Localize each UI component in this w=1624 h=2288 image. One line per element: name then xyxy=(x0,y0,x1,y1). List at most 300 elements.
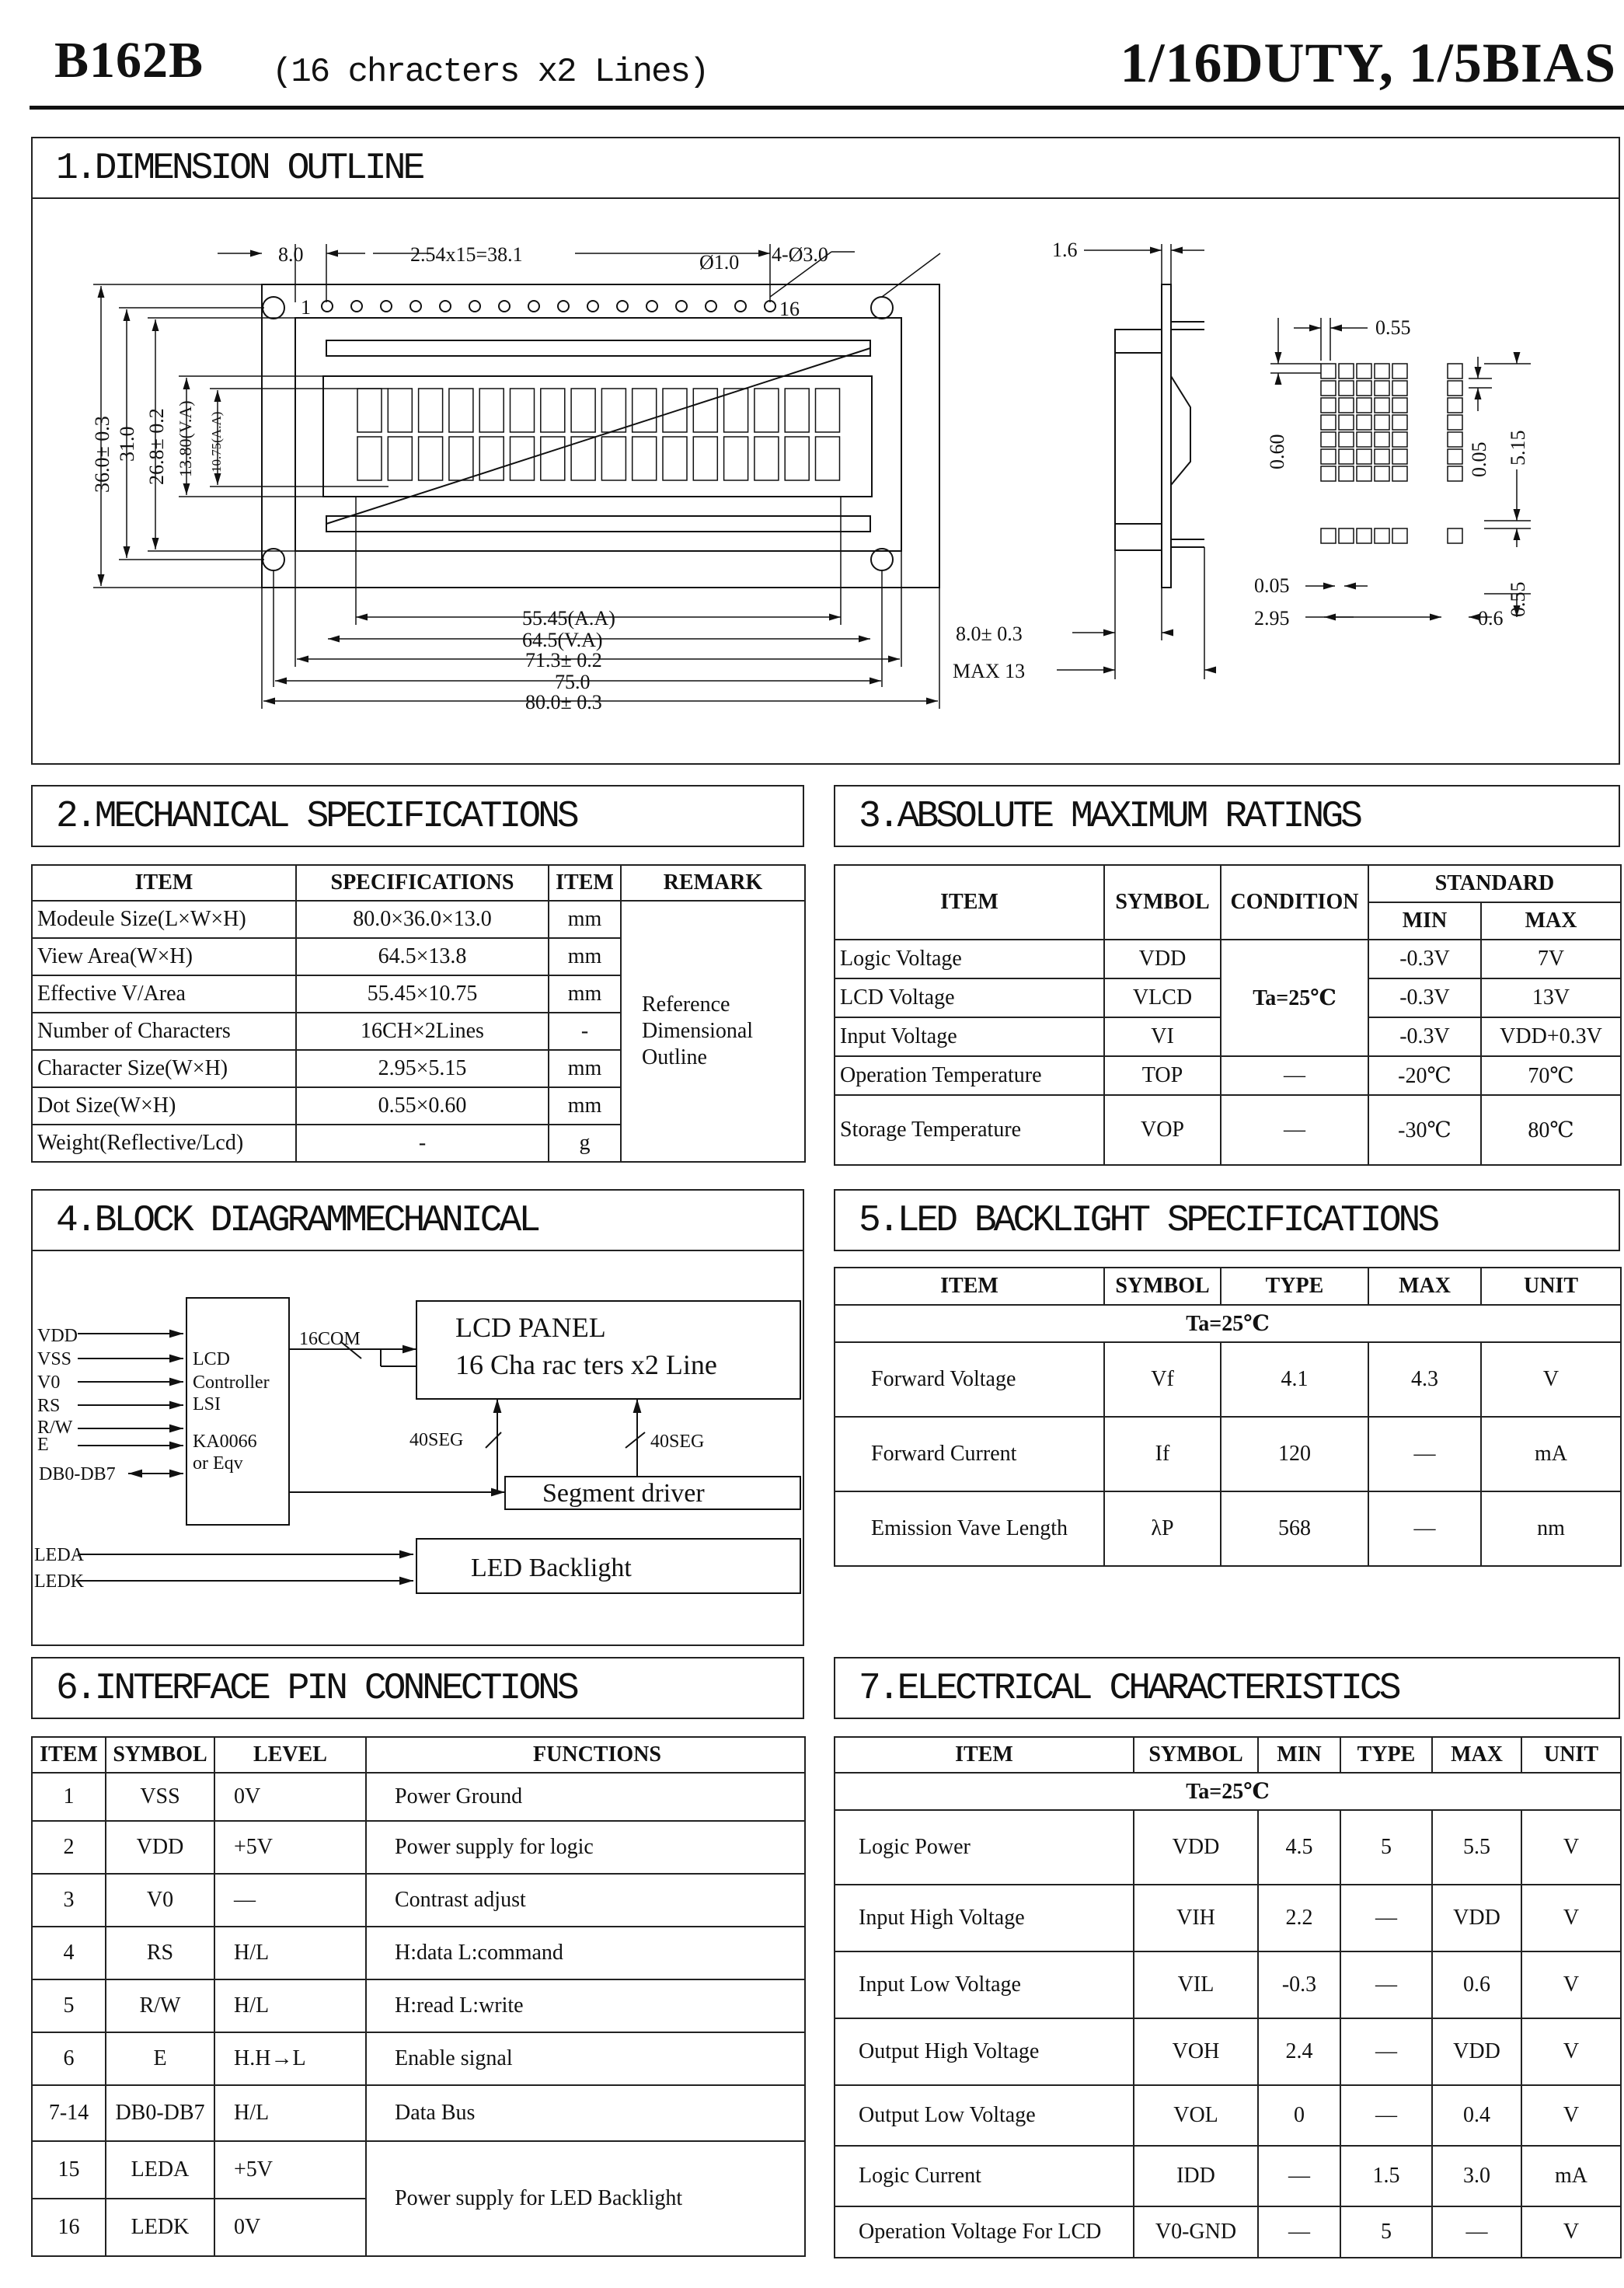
matrix-dot xyxy=(1339,466,1354,481)
table-row xyxy=(32,1979,805,2032)
char-cell xyxy=(419,437,443,480)
char-cell xyxy=(633,389,657,432)
matrix-dot xyxy=(1321,528,1336,543)
el-type: 5 xyxy=(1340,1810,1432,1885)
matrix-dot xyxy=(1339,415,1354,430)
el-unit: mA xyxy=(1521,2146,1621,2206)
dim-side-8: 8.0± 0.3 xyxy=(956,623,1023,645)
el-item: Operation Voltage For LCD xyxy=(835,2206,1134,2258)
mech-unit: mm xyxy=(549,1050,621,1087)
char-cell xyxy=(816,437,840,480)
matrix-dot xyxy=(1448,449,1462,464)
char-cell xyxy=(633,437,657,480)
mech-item: Modeule Size(L×W×H) xyxy=(32,901,296,938)
section-title-interface: 6.INTERFACE PIN CONNECTIONS xyxy=(31,1657,804,1719)
abs-symbol: VDD xyxy=(1104,940,1221,978)
dim-75: 75.0 xyxy=(555,671,591,693)
if-level: H.H→L xyxy=(214,2032,366,2085)
dot-005b: 0.05 xyxy=(1254,574,1290,597)
dim-h268: 26.8± 0.2 xyxy=(145,408,168,485)
matrix-dot xyxy=(1392,528,1407,543)
matrix-dot xyxy=(1392,381,1407,396)
char-cell xyxy=(541,389,565,432)
el-item: Input High Voltage xyxy=(835,1885,1134,1951)
matrix-dot xyxy=(1321,432,1336,447)
led-table xyxy=(834,1267,1622,1567)
model-subtitle: (16 chracters x2 Lines) xyxy=(272,53,709,92)
table-row xyxy=(835,1885,1621,1951)
if-function-led: Power supply for LED Backlight xyxy=(366,2141,805,2256)
if-item: 4 xyxy=(32,1927,106,1979)
el-max: 0.4 xyxy=(1432,2085,1521,2146)
el-max: 5.5 xyxy=(1432,1810,1521,1885)
el-min: 2.4 xyxy=(1258,2018,1340,2085)
led-condition: Ta=25℃ xyxy=(835,1305,1621,1342)
table-row xyxy=(835,2085,1621,2146)
abs-item: LCD Voltage xyxy=(835,978,1104,1017)
section-title-dimension: 1.DIMENSION OUTLINE xyxy=(31,137,1620,199)
char-cell xyxy=(754,437,779,480)
input-rw: R/W xyxy=(37,1418,73,1438)
matrix-dot xyxy=(1357,432,1371,447)
el-min: 2.2 xyxy=(1258,1885,1340,1951)
led-unit: nm xyxy=(1481,1491,1621,1566)
mount-hole-br xyxy=(871,549,893,570)
abs-header-symbol: SYMBOL xyxy=(1104,865,1221,940)
section-title-electrical: 7.ELECTRICAL CHARACTERISTICS xyxy=(834,1657,1620,1719)
input-v0: V0 xyxy=(37,1372,61,1393)
dot-055: 0.55 xyxy=(1375,316,1411,339)
char-cell xyxy=(388,437,412,480)
char-cell xyxy=(511,389,535,432)
el-max: 0.6 xyxy=(1432,1951,1521,2018)
mech-header-spec: SPECIFICATIONS xyxy=(296,865,549,901)
el-type: 5 xyxy=(1340,2206,1432,2258)
input-db: DB0-DB7 xyxy=(39,1464,116,1484)
mech-item: Weight(Reflective/Lcd) xyxy=(32,1125,296,1162)
el-type: — xyxy=(1340,2018,1432,2085)
char-cell xyxy=(357,389,382,432)
mech-unit: mm xyxy=(549,938,621,975)
mechanical-table xyxy=(31,864,806,1163)
matrix-dot xyxy=(1448,415,1462,430)
abs-header-max: MAX xyxy=(1481,902,1621,940)
dim-aa-width: 55.45(A.A) xyxy=(522,607,615,630)
matrix-dot xyxy=(1357,398,1371,413)
lcd-panel-title: LCD PANEL xyxy=(455,1312,606,1343)
dim-va-width: 64.5(V.A) xyxy=(522,629,603,651)
matrix-dot xyxy=(1375,449,1389,464)
if-item: 15 xyxy=(32,2141,106,2199)
matrix-dot xyxy=(1321,449,1336,464)
char-cell xyxy=(357,437,382,480)
if-level: H/L xyxy=(214,1927,366,1979)
abs-min: -0.3V xyxy=(1368,978,1481,1017)
abs-symbol: VOP xyxy=(1104,1095,1221,1165)
char-cell xyxy=(541,437,565,480)
table-row xyxy=(32,1773,805,1821)
led-max: 4.3 xyxy=(1368,1342,1481,1417)
mech-spec: 0.55×0.60 xyxy=(296,1087,549,1125)
el-condition: Ta=25℃ xyxy=(835,1773,1621,1810)
diagonal xyxy=(326,348,870,524)
table-row xyxy=(32,1874,805,1927)
if-function: Data Bus xyxy=(366,2085,805,2141)
led-unit: mA xyxy=(1481,1417,1621,1491)
mech-item: Dot Size(W×H) xyxy=(32,1087,296,1125)
abs-condition: — xyxy=(1221,1095,1368,1165)
table-row xyxy=(835,1491,1621,1566)
matrix-dot xyxy=(1357,381,1371,396)
mech-spec: - xyxy=(296,1125,549,1162)
led-type: 4.1 xyxy=(1221,1342,1368,1417)
if-level: H/L xyxy=(214,2085,366,2141)
led-header-symbol: SYMBOL xyxy=(1104,1268,1221,1305)
matrix-dot xyxy=(1357,415,1371,430)
dot-matrix-detail xyxy=(1321,364,1462,543)
matrix-dot xyxy=(1339,432,1354,447)
mount-hole-tr xyxy=(871,297,893,319)
section-title-led: 5.LED BACKLIGHT SPECIFICATIONS xyxy=(834,1189,1620,1251)
mech-header-unit: ITEM xyxy=(549,865,621,901)
controller-line-5: or Eqv xyxy=(193,1453,243,1474)
controller-line-2: Controller xyxy=(193,1372,270,1393)
table-row xyxy=(835,1342,1621,1417)
if-symbol: RS xyxy=(106,1927,214,1979)
el-header-unit: UNIT xyxy=(1521,1737,1621,1773)
el-symbol: VIH xyxy=(1134,1885,1258,1951)
electrical-table xyxy=(834,1736,1622,2258)
matrix-dot xyxy=(1448,398,1462,413)
matrix-dot xyxy=(1448,364,1462,378)
mech-item: Number of Characters xyxy=(32,1013,296,1050)
mount-hole-tl xyxy=(263,297,284,319)
char-cell xyxy=(663,437,687,480)
led-item: Forward Current xyxy=(835,1417,1104,1491)
mech-unit: mm xyxy=(549,901,621,938)
table-row xyxy=(835,940,1621,978)
abs-min: -30℃ xyxy=(1368,1095,1481,1165)
abs-min: -20℃ xyxy=(1368,1056,1481,1095)
mech-header-remark: REMARK xyxy=(621,865,805,901)
dot-295: 2.95 xyxy=(1254,607,1290,630)
table-row xyxy=(32,2032,805,2085)
el-type: — xyxy=(1340,2085,1432,2146)
matrix-dot xyxy=(1375,432,1389,447)
dim-side-max: MAX 13 xyxy=(953,660,1026,682)
matrix-dot xyxy=(1448,466,1462,481)
char-cell xyxy=(601,437,626,480)
if-symbol: LEDA xyxy=(106,2141,214,2199)
matrix-dot xyxy=(1321,398,1336,413)
char-cell xyxy=(449,437,473,480)
matrix-dot xyxy=(1375,466,1389,481)
dot-005a: 0.05 xyxy=(1468,441,1490,477)
if-level: 0V xyxy=(214,2199,366,2256)
led-symbol: If xyxy=(1104,1417,1221,1491)
el-symbol: IDD xyxy=(1134,2146,1258,2206)
led-item: Forward Voltage xyxy=(835,1342,1104,1417)
table-row xyxy=(835,1095,1621,1165)
dot-06: 0.6 xyxy=(1478,607,1504,630)
matrix-dot xyxy=(1392,432,1407,447)
mech-spec: 2.95×5.15 xyxy=(296,1050,549,1087)
matrix-dot xyxy=(1392,449,1407,464)
if-item: 2 xyxy=(32,1821,106,1874)
com-label: 16COM xyxy=(299,1329,361,1349)
if-level: — xyxy=(214,1874,366,1927)
el-header-min: MIN xyxy=(1258,1737,1340,1773)
char-cell xyxy=(419,389,443,432)
dim-8: 8.0 xyxy=(278,243,304,266)
abs-max: VDD+0.3V xyxy=(1481,1017,1621,1056)
bezel-bottom xyxy=(326,516,870,532)
interface-table xyxy=(31,1736,806,2257)
section-title-mechanical: 2.MECHANICAL SPECIFICATIONS xyxy=(31,785,804,847)
matrix-dot xyxy=(1357,528,1371,543)
el-unit: V xyxy=(1521,2206,1621,2258)
el-item: Output High Voltage xyxy=(835,2018,1134,2085)
matrix-dot xyxy=(1375,398,1389,413)
matrix-dot xyxy=(1375,528,1389,543)
table-row xyxy=(32,901,805,938)
el-unit: V xyxy=(1521,1885,1621,1951)
abs-item: Logic Voltage xyxy=(835,940,1104,978)
char-cell xyxy=(601,389,626,432)
dim-h36: 36.0± 0.3 xyxy=(91,416,113,493)
matrix-dot xyxy=(1321,364,1336,378)
char-cell xyxy=(816,389,840,432)
matrix-dot xyxy=(1375,364,1389,378)
leda-label: LEDA xyxy=(34,1545,84,1565)
el-min: — xyxy=(1258,2206,1340,2258)
mech-unit: g xyxy=(549,1125,621,1162)
dim-side-16: 1.6 xyxy=(1052,239,1078,261)
char-cell xyxy=(693,389,717,432)
table-row xyxy=(32,2085,805,2141)
matrix-dot xyxy=(1392,398,1407,413)
mech-item: Effective V/Area xyxy=(32,975,296,1013)
table-row xyxy=(32,1927,805,1979)
el-type: — xyxy=(1340,1951,1432,2018)
char-cell xyxy=(479,389,504,432)
if-level: +5V xyxy=(214,1821,366,1874)
mech-spec: 64.5×13.8 xyxy=(296,938,549,975)
el-symbol: V0-GND xyxy=(1134,2206,1258,2258)
led-header-type: TYPE xyxy=(1221,1268,1368,1305)
mech-header-item: ITEM xyxy=(32,865,296,901)
el-max: VDD xyxy=(1432,2018,1521,2085)
el-header-type: TYPE xyxy=(1340,1737,1432,1773)
table-row xyxy=(835,1810,1621,1885)
matrix-dot xyxy=(1321,381,1336,396)
if-header-symbol: SYMBOL xyxy=(106,1737,214,1773)
if-item: 16 xyxy=(32,2199,106,2256)
char-cell xyxy=(693,437,717,480)
abs-symbol: TOP xyxy=(1104,1056,1221,1095)
led-item: Emission Vave Length xyxy=(835,1491,1104,1566)
abs-max: 7V xyxy=(1481,940,1621,978)
matrix-dot xyxy=(1448,432,1462,447)
abs-max: 80℃ xyxy=(1481,1095,1621,1165)
if-level: 0V xyxy=(214,1773,366,1821)
matrix-dot xyxy=(1392,466,1407,481)
lcd-panel-sub: 16 Cha rac ters x2 Line xyxy=(455,1349,717,1380)
table-row xyxy=(32,2141,805,2199)
matrix-dot xyxy=(1339,381,1354,396)
table-row xyxy=(835,1056,1621,1095)
led-backlight-label: LED Backlight xyxy=(471,1554,632,1582)
char-cell xyxy=(785,389,809,432)
if-level: H/L xyxy=(214,1979,366,2032)
dot-515: 5.15 xyxy=(1507,430,1529,466)
mount-hole-bl xyxy=(263,549,284,570)
dim-h-va: 13.80(V.A) xyxy=(176,400,195,477)
seg-left-label: 40SEG xyxy=(409,1430,464,1450)
dim-hole-mount: 4-Ø3.0 xyxy=(772,243,828,266)
char-cell xyxy=(571,389,595,432)
abs-item: Operation Temperature xyxy=(835,1056,1104,1095)
mech-spec: 55.45×10.75 xyxy=(296,975,549,1013)
matrix-dot xyxy=(1448,381,1462,396)
table-row xyxy=(835,2206,1621,2258)
abs-symbol: VI xyxy=(1104,1017,1221,1056)
table-row xyxy=(835,1951,1621,2018)
led-max: — xyxy=(1368,1491,1481,1566)
led-header-unit: UNIT xyxy=(1481,1268,1621,1305)
el-min: -0.3 xyxy=(1258,1951,1340,2018)
char-cell xyxy=(449,389,473,432)
dimension-drawing xyxy=(31,197,1620,765)
el-type: — xyxy=(1340,1885,1432,1951)
el-symbol: VOL xyxy=(1134,2085,1258,2146)
if-symbol: R/W xyxy=(106,1979,214,2032)
if-item: 7-14 xyxy=(32,2085,106,2141)
abs-symbol: VLCD xyxy=(1104,978,1221,1017)
if-function: Power supply for logic xyxy=(366,1821,805,1874)
mech-unit: mm xyxy=(549,1087,621,1125)
input-rs: RS xyxy=(37,1396,61,1416)
abs-header-item: ITEM xyxy=(835,865,1104,940)
mech-remark: Reference Dimensional Outline xyxy=(621,901,805,1162)
matrix-dot xyxy=(1392,415,1407,430)
side-view xyxy=(1115,284,1204,588)
el-unit: V xyxy=(1521,2018,1621,2085)
pin1-label: 1 xyxy=(301,296,311,319)
dim-pitch: 2.54x15=38.1 xyxy=(410,243,523,266)
el-min: 4.5 xyxy=(1258,1810,1340,1885)
matrix-dot xyxy=(1321,466,1336,481)
abs-header-standard: STANDARD xyxy=(1368,865,1621,902)
mech-spec: 80.0×36.0×13.0 xyxy=(296,901,549,938)
matrix-dot xyxy=(1357,466,1371,481)
matrix-dot xyxy=(1375,381,1389,396)
matrix-dot xyxy=(1357,449,1371,464)
if-symbol: VDD xyxy=(106,1821,214,1874)
led-header-item: ITEM xyxy=(835,1268,1104,1305)
if-item: 6 xyxy=(32,2032,106,2085)
if-header-item: ITEM xyxy=(32,1737,106,1773)
led-max: — xyxy=(1368,1417,1481,1491)
header-rule xyxy=(30,106,1624,110)
absolute-table xyxy=(834,864,1622,1166)
dot-055b: 0.55 xyxy=(1507,581,1529,617)
duty-bias-title: 1/16DUTY, 1/5BIAS xyxy=(1120,32,1616,94)
abs-min: -0.3V xyxy=(1368,940,1481,978)
character-cells xyxy=(357,389,840,480)
table-row xyxy=(835,1417,1621,1491)
char-cell xyxy=(724,389,748,432)
bezel-top xyxy=(326,340,870,356)
matrix-dot xyxy=(1339,449,1354,464)
dim-hole-small: Ø1.0 xyxy=(699,251,740,274)
matrix-dot xyxy=(1339,398,1354,413)
char-cell xyxy=(663,389,687,432)
dim-80: 80.0± 0.3 xyxy=(525,691,602,713)
mech-unit: - xyxy=(549,1013,621,1050)
el-min: — xyxy=(1258,2146,1340,2206)
el-unit: V xyxy=(1521,2085,1621,2146)
input-e: E xyxy=(37,1435,49,1455)
if-function: Contrast adjust xyxy=(366,1874,805,1927)
abs-condition: Ta=25℃ xyxy=(1221,940,1368,1056)
if-item: 3 xyxy=(32,1874,106,1927)
el-max: VDD xyxy=(1432,1885,1521,1951)
matrix-dot xyxy=(1339,364,1354,378)
matrix-dot xyxy=(1357,364,1371,378)
matrix-dot xyxy=(1321,415,1336,430)
if-symbol: LEDK xyxy=(106,2199,214,2256)
controller-line-4: KA0066 xyxy=(193,1432,257,1452)
section-title-block: 4.BLOCK DIAGRAMMECHANICAL xyxy=(31,1189,804,1251)
table-row xyxy=(32,1821,805,1874)
if-item: 5 xyxy=(32,1979,106,2032)
section-title-absolute: 3.ABSOLUTE MAXIMUM RATINGS xyxy=(834,785,1620,847)
el-symbol: VIL xyxy=(1134,1951,1258,2018)
el-item: Logic Power xyxy=(835,1810,1134,1885)
dim-h-aa: 10.75(A.A) xyxy=(209,411,224,473)
matrix-dot xyxy=(1392,364,1407,378)
el-max: 3.0 xyxy=(1432,2146,1521,2206)
el-symbol: VOH xyxy=(1134,2018,1258,2085)
dot-060: 0.60 xyxy=(1266,434,1288,469)
ledk-label: LEDK xyxy=(34,1571,84,1592)
if-level: +5V xyxy=(214,2141,366,2199)
model-title: B162B xyxy=(54,32,204,89)
if-function: Power Ground xyxy=(366,1773,805,1821)
abs-max: 13V xyxy=(1481,978,1621,1017)
abs-item: Input Voltage xyxy=(835,1017,1104,1056)
char-cell xyxy=(754,389,779,432)
el-item: Output Low Voltage xyxy=(835,2085,1134,2146)
el-header-item: ITEM xyxy=(835,1737,1134,1773)
abs-item: Storage Temperature xyxy=(835,1095,1104,1165)
seg-right-label: 40SEG xyxy=(650,1432,705,1452)
if-header-functions: FUNCTIONS xyxy=(366,1737,805,1773)
dim-h31: 31.0 xyxy=(116,426,138,462)
led-unit: V xyxy=(1481,1342,1621,1417)
pin16-label: 16 xyxy=(779,298,800,320)
el-type: 1.5 xyxy=(1340,2146,1432,2206)
mech-item: Character Size(W×H) xyxy=(32,1050,296,1087)
controller-line-3: LSI xyxy=(193,1394,221,1414)
table-row xyxy=(835,2018,1621,2085)
abs-condition: — xyxy=(1221,1056,1368,1095)
char-cell xyxy=(785,437,809,480)
led-type: 120 xyxy=(1221,1417,1368,1491)
dim-713: 71.3± 0.2 xyxy=(525,649,602,671)
el-item: Logic Current xyxy=(835,2146,1134,2206)
